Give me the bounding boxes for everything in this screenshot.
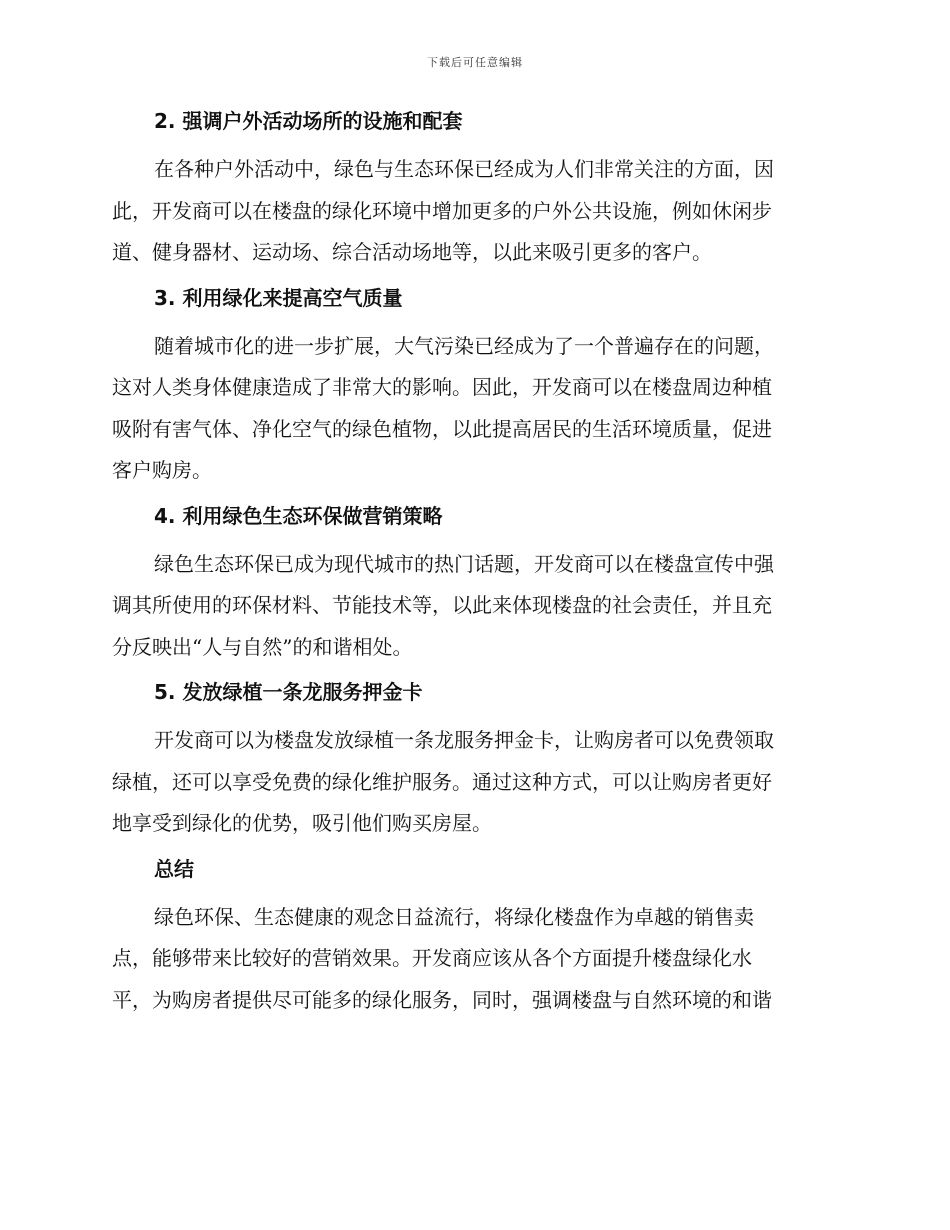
paragraph [112,720,830,845]
section-air-quality [112,284,830,492]
paragraph-line: 随着城市化的进一步扩展，大气污染已经成为了一个普遍存在的问题， [154,333,774,358]
section-heading: 5. 发放绿植一条龙服务押金卡 [154,680,423,704]
paragraph [112,149,830,274]
paragraph-line: 此，开发商可以在楼盘的绿化环境中增加更多的户外公共设施，例如休闲步 [112,198,772,223]
document-body [112,107,830,1031]
section-heading: 4. 利用绿色生态环保做营销策略 [154,503,443,528]
section-green-marketing [112,502,830,669]
section-heading: 3. 利用绿化来提高空气质量 [154,285,403,310]
paragraph [112,326,830,492]
section-deposit-card [112,678,830,845]
paragraph-line: 绿色生态环保已成为现代城市的热门话题，开发商可以在楼盘宣传中强 [154,551,774,576]
section-heading: 总结 [154,856,194,881]
page-header-note: 下载后可任意编辑 [427,56,523,69]
paragraph-line: 在各种户外活动中，绿色与生态环保已经成为人们非常关注的方面，因 [154,157,774,181]
paragraph-line: 道、健身器材、运动场、综合活动场地等，以此来吸引更多的客户。 [112,240,712,264]
paragraph-line: 点，能够带来比较好的营销效果。开发商应该从各个方面提升楼盘绿化水 [112,946,752,970]
paragraph-line: 绿色环保、生态健康的观念日益流行，将绿化楼盘作为卓越的销售卖 [154,904,754,929]
paragraph-line: 地享受到绿化的优势，吸引他们购买房屋。 [112,811,492,835]
section-heading: 2. 强调户外活动场所的设施和配套 [154,109,463,133]
paragraph-line: 吸附有害气体、净化空气的绿色植物，以此提高居民的生活环境质量，促进 [112,416,772,441]
paragraph-line: 平，为购房者提供尽可能多的绿化服务，同时，强调楼盘与自然环境的和谐 [112,987,772,1012]
paragraph [112,544,830,669]
paragraph-line: 客户购房。 [112,458,212,482]
section-summary [112,855,830,1022]
paragraph-line: 调其所使用的环保材料、节能技术等，以此来体现楼盘的社会责任，并且充 [112,593,772,617]
paragraph [112,897,830,1022]
section-outdoor-facilities [112,107,830,274]
paragraph-line: 开发商可以为楼盘发放绿植一条龙服务押金卡，让购房者可以免费领取 [154,728,774,752]
paragraph-line: 这对人类身体健康造成了非常大的影响。因此，开发商可以在楼盘周边种植 [112,375,772,399]
paragraph-line: 分反映出“人与自然”的和谐相处。 [112,634,413,659]
paragraph-line: 绿植，还可以享受免费的绿化维护服务。通过这种方式，可以让购房者更好 [112,769,772,794]
